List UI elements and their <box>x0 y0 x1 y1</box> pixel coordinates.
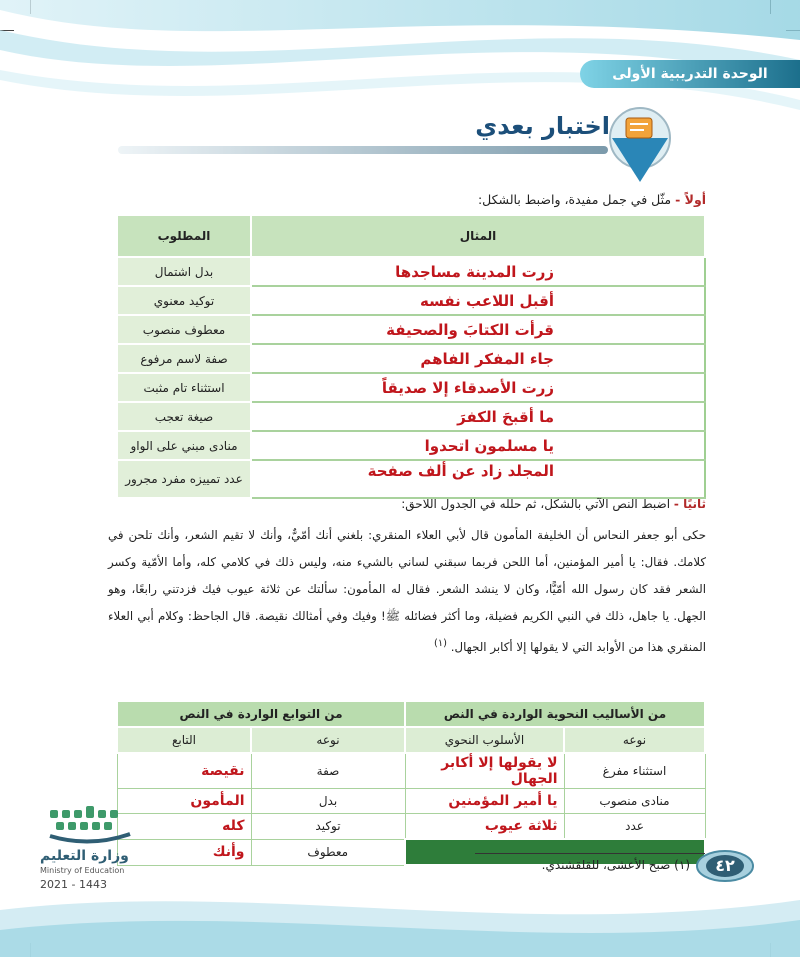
table-header-row <box>117 215 705 257</box>
footnote-ref: (١) <box>434 638 447 649</box>
unit-banner-label: الوحدة التدريبية الأولى <box>612 66 768 82</box>
footnote: (١) صبح الأعشى، للقلقشندي. <box>541 858 690 872</box>
style-cell: لا يقولها إلا أكابر الجهال <box>405 753 564 789</box>
required-cell: منادى مبني على الواو <box>117 431 251 460</box>
decorative-wave-bottom <box>0 880 800 957</box>
required-cell: صفة لاسم مرفوع <box>117 344 251 373</box>
table-row <box>117 315 705 344</box>
test-emblem-icon <box>604 104 676 184</box>
table-row <box>117 431 705 460</box>
required-cell: بدل اشتمال <box>117 257 251 286</box>
table-row <box>117 402 705 431</box>
table-row <box>117 460 705 498</box>
required-cell: عدد تمييزه مفرد مجرور <box>117 460 251 498</box>
group-followers-header: من التوابع الواردة في النص <box>117 701 405 727</box>
table-row <box>117 753 705 789</box>
table-row <box>117 344 705 373</box>
group-header-row <box>117 701 705 727</box>
follower-type-cell: صفة <box>251 753 405 789</box>
section-2-lead: ثانيًا - <box>673 497 706 511</box>
style-type-cell: عدد <box>564 814 705 840</box>
style-cell: يا أمير المؤمنين <box>405 789 564 814</box>
footnote-separator <box>475 853 705 854</box>
edition-year: 2021 - 1443 <box>40 878 107 891</box>
col-follower-type: نوعه <box>251 727 405 753</box>
passage-body: حكى أبو جعفر النحاس أن الخليفة المأمون قال لأبي العلاء المنقري: بلغني أنك أمّيٌّ، وأنك لا تقيم الشعر، وأنك تلحن في كلامك. فقال: يا أمير المؤمنين، أما اللحن فربما سبقني لساني بالشيء منه، وليس ذلك في كلامي كله، وأما الأمّية وكسر الشعر فقد كان رسول الله أمّيًّا، وكان لا ينشد الشعر. فقال له المأمون: سألتك عن ثلاثة عيوب فيك فزدتني رابعًا، وهو الجهل. يا جاهل، ذلك في النبي الكريم فضيلة، وما أكثر فضائله ﷺ! وفيك وفي أمثالك نقيصة. قال الجاحظ: وكلام أبي العلاء المنقري هذا من الأوابد التي لا يقولها إلا أكابر الجهال. <box>108 528 706 654</box>
unit-banner <box>580 60 800 88</box>
example-cell: زرت الأصدقاء إلا صديقاً <box>251 373 705 402</box>
table-row <box>117 257 705 286</box>
required-cell: صيغة تعجب <box>117 402 251 431</box>
example-cell: يا مسلمون اتحدوا <box>251 431 705 460</box>
section-2-instruction: اضبط النص الآتي بالشكل، ثم حلله في الجدول اللاحق: <box>401 497 671 511</box>
follower-cell: وأنك <box>117 839 251 865</box>
style-cell: ثلاثة عيوب <box>405 814 564 840</box>
required-cell: استثناء تام مثبت <box>117 373 251 402</box>
example-cell: ما أقبحَ الكفرَ <box>251 402 705 431</box>
follower-cell: المأمون <box>117 789 251 814</box>
section-2-heading <box>110 497 706 511</box>
page-number: ٤٢ <box>715 856 735 875</box>
passage-text <box>108 522 706 661</box>
page-title: اختبار بعدي <box>475 112 610 140</box>
table-row <box>117 789 705 814</box>
required-cell: معطوف منصوب <box>117 315 251 344</box>
header-example: المثال <box>251 215 705 257</box>
section-1-instruction: مثّل في جمل مفيدة، واضبط بالشكل: <box>477 192 672 207</box>
ministry-name-ar: وزارة التعليم <box>40 848 129 864</box>
examples-table <box>116 214 706 499</box>
follower-cell: نقيصة <box>117 753 251 789</box>
example-cell: زرت المدينة مساجدها <box>251 257 705 286</box>
col-follower: التابع <box>117 727 251 753</box>
ministry-logo-icon <box>40 800 150 850</box>
style-type-cell: منادى منصوب <box>564 789 705 814</box>
example-cell: أقبل اللاعب نفسه <box>251 286 705 315</box>
table-row <box>117 373 705 402</box>
example-cell: جاء المفكر الفاهم <box>251 344 705 373</box>
example-cell: المجلد زاد عن ألف صفحة <box>251 460 705 498</box>
column-header-row <box>117 727 705 753</box>
follower-type-cell: معطوف <box>251 839 405 865</box>
ministry-name-en: Ministry of Education <box>40 866 125 875</box>
col-style-type: نوعه <box>564 727 705 753</box>
follower-type-cell: توكيد <box>251 814 405 840</box>
follower-cell: كله <box>117 814 251 840</box>
follower-type-cell: بدل <box>251 789 405 814</box>
table-row <box>117 814 705 840</box>
example-cell: قرأت الكتابَ والصحيفة <box>251 315 705 344</box>
analysis-table <box>116 700 706 866</box>
section-1-heading <box>110 192 706 207</box>
section-1-lead: أولاً - <box>675 192 706 207</box>
style-type-cell: استثناء مفرغ <box>564 753 705 789</box>
required-cell: توكيد معنوي <box>117 286 251 315</box>
header-required: المطلوب <box>117 215 251 257</box>
group-styles-header: من الأساليب النحوية الواردة في النص <box>405 701 705 727</box>
table-row <box>117 286 705 315</box>
col-style: الأسلوب النحوي <box>405 727 564 753</box>
